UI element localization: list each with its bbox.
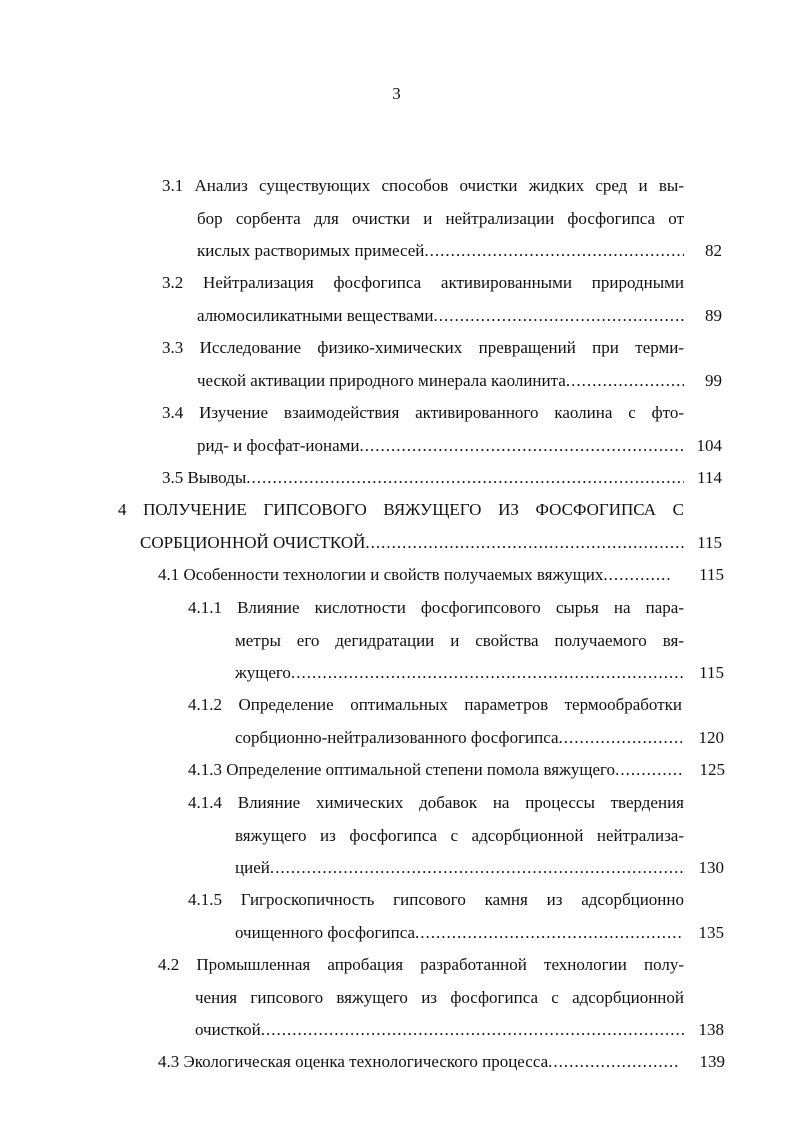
toc-line: СОРБЦИОННОЙ ОЧИСТКОЙ ..... <box>140 527 684 560</box>
toc-page-number: 104 <box>696 436 722 455</box>
toc-line: 4.1.5 Гигроскопичность гипсового камня из адсорбционно <box>188 890 684 909</box>
toc-entry <box>158 559 672 592</box>
toc-entry <box>188 884 684 949</box>
toc-line: метры его дегидратации и свойства получаемого вя- <box>235 630 684 650</box>
toc-line: сорбционно-нейтрализованного фосфогипса ..... <box>235 722 682 755</box>
toc-line: очищенного фосфогипса ..... <box>235 917 684 950</box>
toc-entry <box>188 592 684 690</box>
toc-line: бор сорбента для очистки и нейтрализации фосфогипса от <box>197 208 684 228</box>
toc-line: чения гипсового вяжущего из фосфогипса с адсорбционной <box>195 987 684 1007</box>
toc-entry <box>162 267 684 332</box>
toc-entry <box>162 170 684 268</box>
toc-line: 4.2 Промышленная апробация разработанной технологии полу- <box>158 955 684 974</box>
page-number: 3 <box>392 84 401 103</box>
toc-entry <box>162 462 684 495</box>
toc-line: 4.1.4 Влияние химических добавок на процессы твердения <box>188 793 684 812</box>
toc-page-number: 82 <box>705 241 722 260</box>
toc-line: очисткой ..... <box>195 1014 684 1047</box>
toc-line: 3.1 Анализ существующих способов очистки жидких сред и вы- <box>162 176 684 195</box>
toc-page-number: 125 <box>699 760 725 779</box>
toc-page-number: 115 <box>697 533 722 552</box>
toc-entry <box>118 494 684 559</box>
toc-page-number: 135 <box>698 923 724 942</box>
toc-entry <box>188 787 684 885</box>
toc-page-number: 138 <box>698 1020 724 1039</box>
toc-line: алюмосиликатными веществами ..... <box>197 300 684 333</box>
toc-line: 3.3 Исследование физико-химических превращений при терми- <box>162 338 684 357</box>
toc-entry <box>188 754 682 787</box>
toc-line: 4 ПОЛУЧЕНИЕ ГИПСОВОГО ВЯЖУЩЕГО ИЗ ФОСФОГИПСА С <box>118 500 684 519</box>
toc-page-number: 115 <box>699 663 724 682</box>
toc-page-number: 114 <box>697 468 722 487</box>
toc-entry <box>158 949 684 1047</box>
toc-line: рид- и фосфат-ионами ..... <box>197 430 684 463</box>
toc-page-number: 130 <box>698 858 724 877</box>
toc-line: 4.1.1 Влияние кислотности фосфогипсового сырья на пара- <box>188 598 684 617</box>
toc-entry <box>158 1046 680 1079</box>
toc-line: 4.1 Особенности технологии и свойств получаемых вяжущих ..... <box>158 559 672 592</box>
toc-page-number: 115 <box>699 565 724 584</box>
toc-page-number: 89 <box>705 306 722 325</box>
toc-line: ческой активации природного минерала каолинита ..... <box>197 365 684 398</box>
toc-line: 3.2 Нейтрализация фосфогипса активированными природными <box>162 273 684 292</box>
toc-line: 3.5 Выводы ..... <box>162 462 684 495</box>
toc-line: 4.1.2 Определение оптимальных параметров термообработки <box>188 695 682 714</box>
toc-line: 3.4 Изучение взаимодействия активированного каолина с фто- <box>162 403 684 422</box>
toc-line: 4.1.3 Определение оптимальной степени помола вяжущего ..... <box>188 754 682 787</box>
toc-page-number: 99 <box>705 371 722 390</box>
toc-line: жущего ..... <box>235 657 684 690</box>
toc-line: кислых растворимых примесей ..... <box>197 235 684 268</box>
toc-page-number: 139 <box>699 1052 725 1071</box>
toc-entry <box>162 397 684 462</box>
toc-entry <box>162 332 684 397</box>
toc-line: 4.3 Экологическая оценка технологического процесса ..... <box>158 1046 680 1079</box>
toc-entry <box>188 689 682 754</box>
toc-page-number: 120 <box>698 728 724 747</box>
toc-line: цией ..... <box>235 852 684 885</box>
toc-line: вяжущего из фосфогипса с адсорбционной нейтрализа- <box>235 825 684 845</box>
